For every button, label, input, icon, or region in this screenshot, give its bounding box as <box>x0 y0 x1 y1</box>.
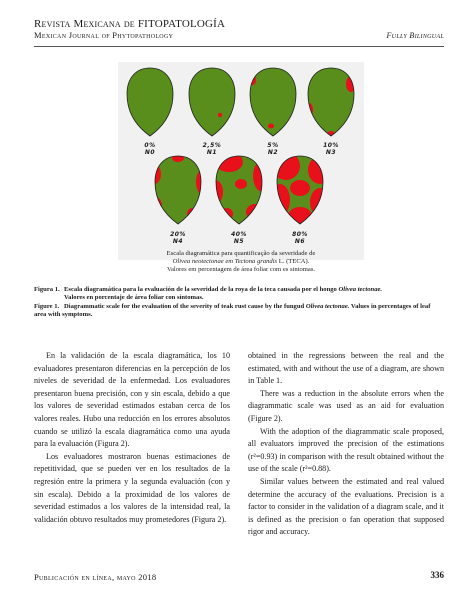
leaf-n4-icon <box>147 154 208 224</box>
figure-1-panel <box>118 62 364 260</box>
lesion-spot <box>218 113 222 117</box>
page-number: 336 <box>430 570 444 580</box>
body-column-spanish <box>34 350 230 526</box>
lesion-spot <box>308 156 332 184</box>
lesion-spot <box>346 76 356 92</box>
leaf-label-0: 0% N0 <box>144 142 156 156</box>
journal-title-es: Revista Mexicana de FITOPATOLOGÍA <box>34 18 226 30</box>
body-column-english <box>248 350 444 539</box>
lesion-spot <box>147 164 161 184</box>
paragraph: obtained in the regressions between the real and the estimated, with and without the use of a diagram, are shown in Table 1. <box>248 351 444 386</box>
leaf-n2-icon <box>250 68 296 136</box>
lesion-spot <box>196 170 208 194</box>
lesion-spot <box>268 124 274 129</box>
leaf-n6-icon <box>270 152 332 225</box>
paragraph: Similar values between the estimated and real valued determine the accuracy of the evaluations. Precision is a factor to consider in the validation of a diagram scale, and it is defined as the precision o fan operation that supposed rigor and accuracy. <box>248 476 444 537</box>
header-rule <box>34 46 444 47</box>
figure-inner-caption: Escala diagramática para quantificação da severidade de Olivea neotectonae em Tectona grandis L. (TECA). Valores em percentagem de área foliar com es sintomas. <box>166 250 316 273</box>
paragraph: There was a reduction in the absolute errors when the diagrammatic scale was used as an aid for evaluation (Figure 2). <box>248 388 444 423</box>
legend-en: Figure 1. Diagrammatic scale for the evaluation of the severity of teak rust cause by the fungud Olivea tectonae. Values in percentages of leaf area with symptoms. <box>34 303 431 318</box>
lesion-spot <box>290 180 310 196</box>
leaf-n3-icon <box>305 68 356 137</box>
leaf-label-3: 10% N3 <box>323 142 339 156</box>
bilingual-tag: Fully Bilingual <box>386 31 444 40</box>
paragraph: With the adoption of the diagrammatic scale proposed, all evaluators improved the precision of the estimations (r²=0.93) in comparison with the result obtained without the use of the scale (r²=0.88). <box>248 426 444 474</box>
paragraph: En la validación de la escala diagramática, los 10 evaluadores presentaron diferencias en la percepción de los niveles de severidad de la enfermedad. Los evaluadores presentaron buena precisión, con y sin escala, debido a que los valores de severidad estimados estaban cerca de los valores reales. Hubo una reducción en los errores absolutos cuando se utilizó la escala diagramática como una ayuda para la evaluación (Figura 2). <box>34 351 230 449</box>
figure-legend <box>34 286 444 320</box>
lesion-spot <box>235 179 247 189</box>
journal-title-en: Mexican Journal of Phytopathology <box>34 30 174 40</box>
lesion-spot <box>207 180 223 204</box>
footer-publication: Publicación en línea, mayo 2018 <box>34 572 157 582</box>
lesion-spot <box>253 160 273 192</box>
leaf-label-5: 40% N5 <box>231 231 247 245</box>
lesion-spot <box>150 197 162 215</box>
lesion-spot <box>221 208 233 220</box>
leaf-label-2: 5% N2 <box>267 142 279 156</box>
leaf-n1-icon <box>189 68 235 136</box>
lesion-spot <box>246 204 264 220</box>
lesion-spot <box>172 154 184 162</box>
running-header <box>34 18 444 41</box>
leaf-n0-icon <box>127 68 173 136</box>
paragraph: Los evaluadores mostraron buenas estimaciones de repetitividad, que se pueden ver en los resultados de la regresión entre la primera y la segunda evaluación (con y sin escala). Debido a la proximidad de los valores de severidad estimados a los valores de la intensidad real, la validación obtuvo resultados muy prometedores (Figura 2). <box>34 451 230 524</box>
leaf-n5-icon <box>207 152 273 224</box>
leaf-label-6: 80% N6 <box>292 231 308 245</box>
leaf-label-1: 2,5% N1 <box>202 142 222 156</box>
leaf-label-4: 20% N4 <box>170 231 186 245</box>
legend-es: Figura 1. Escala diagramática para la evaluación de la severidad de la roya de la teca causada por el hongo Olivea tectonae. Valores en porcentaje de área foliar con síntomas. <box>34 286 383 301</box>
lesion-spot <box>288 207 312 225</box>
